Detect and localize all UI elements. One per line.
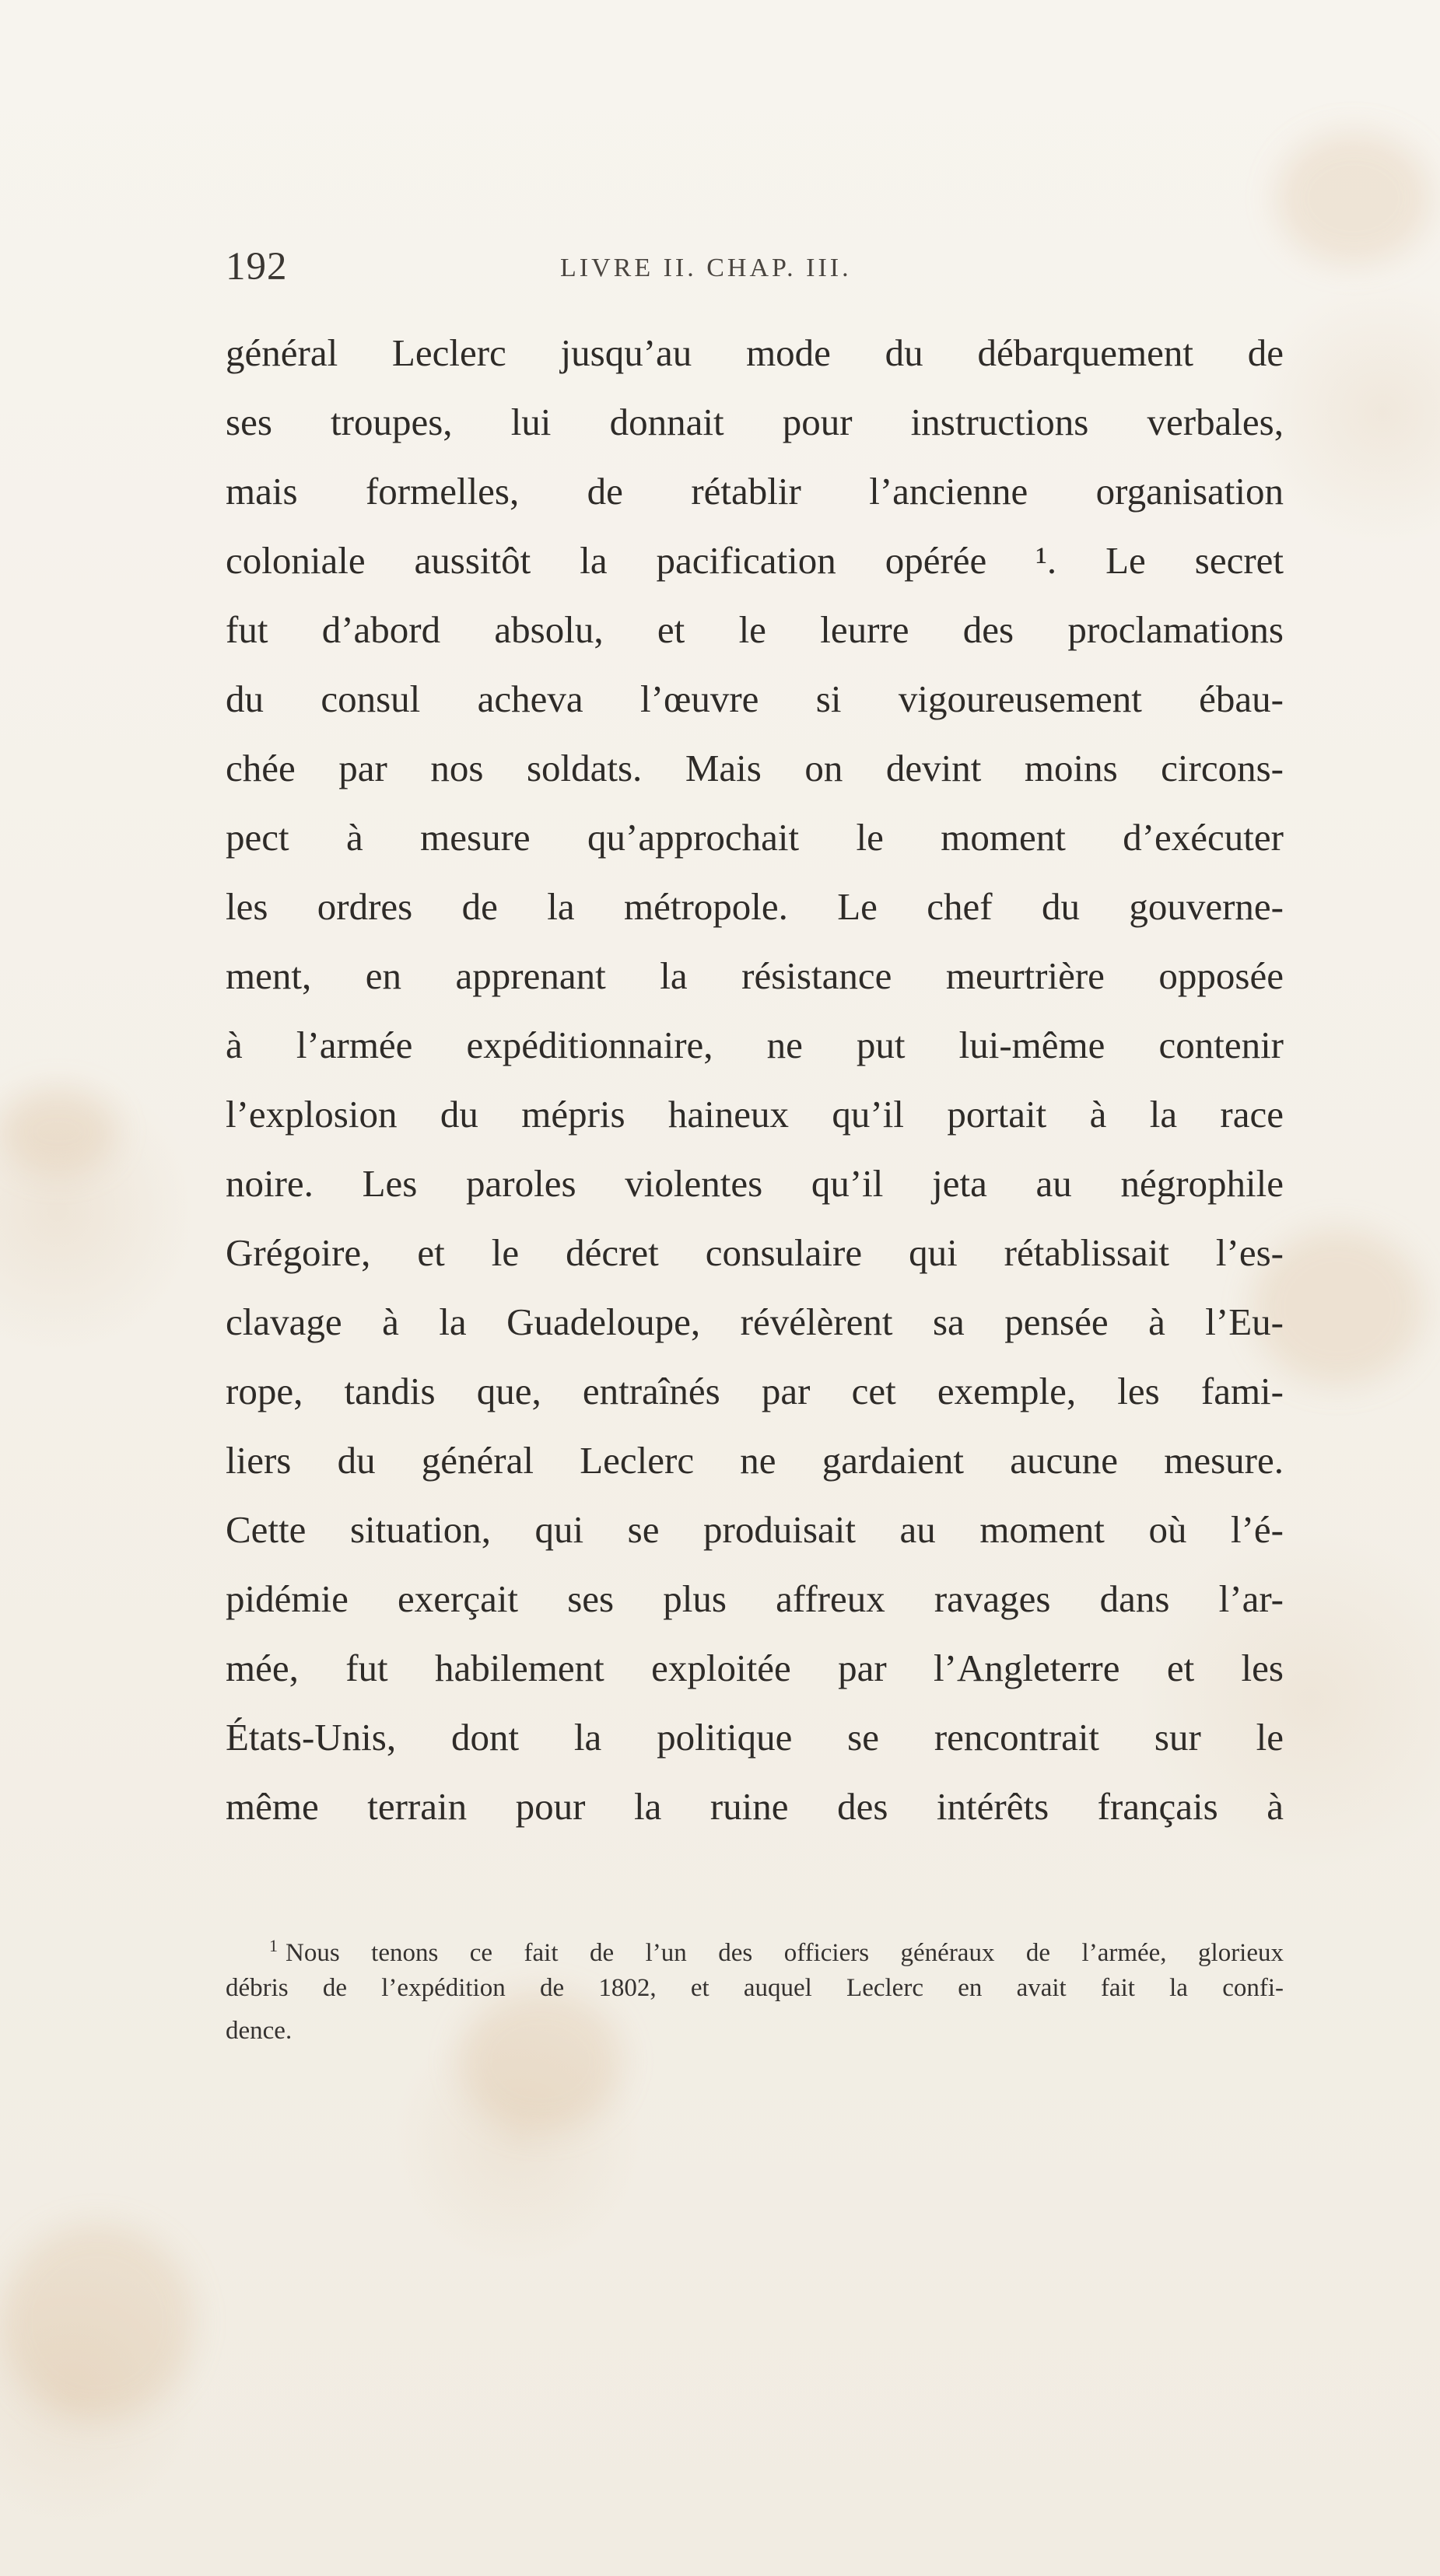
text-line: chée par nos soldats. Mais on devint moins circons-: [226, 747, 1284, 789]
text-line: mais formelles, de rétablir l’ancienne organisation: [226, 470, 1284, 513]
page-number: 192: [226, 245, 288, 289]
text-line: Cette situation, qui se produisait au moment où l’é-: [226, 1508, 1284, 1551]
footnote-line: dence.: [226, 2017, 293, 2045]
page-header: [226, 247, 1284, 294]
text-line: Grégoire, et le décret consulaire qui rétablissait l’es-: [226, 1231, 1284, 1274]
footnote: [226, 1924, 1284, 2053]
text-line: coloniale aussitôt la pacification opérée ¹. Le secret: [226, 539, 1284, 582]
text-line: clavage à la Guadeloupe, révélèrent sa pensée à l’Eu-: [226, 1300, 1284, 1343]
footnote-line: débris de l’expédition de 1802, et auquel Leclerc en avait fait la confi-: [226, 1974, 1284, 2002]
text-line: noire. Les paroles violentes qu’il jeta au négrophile: [226, 1162, 1284, 1205]
text-line: l’explosion du mépris haineux qu’il portait à la race: [226, 1093, 1284, 1136]
text-line: liers du général Leclerc ne gardaient aucune mesure.: [226, 1439, 1284, 1482]
footnote-line: [226, 1924, 1284, 1967]
paper-stain: [0, 2224, 194, 2419]
text-line: du consul acheva l’œuvre si vigoureusement ébau-: [226, 677, 1284, 720]
text-line: États-Unis, dont la politique se rencontrait sur le: [226, 1716, 1284, 1759]
body-text: [226, 318, 1284, 1841]
text-line: à l’armée expéditionnaire, ne put lui-même contenir: [226, 1024, 1284, 1066]
text-line: ment, en apprenant la résistance meurtrière opposée: [226, 954, 1284, 997]
text-line: pect à mesure qu’approchait le moment d’exécuter: [226, 816, 1284, 859]
footnote-text: Nous tenons ce fait de l’un des officiers généraux de l’armée, glorieux: [286, 1939, 1284, 1967]
text-line: rope, tandis que, entraînés par cet exemple, les fami-: [226, 1370, 1284, 1412]
text-line: mée, fut habilement exploitée par l’Angleterre et les: [226, 1647, 1284, 1689]
text-line: général Leclerc jusqu’au mode du débarquement de: [226, 331, 1284, 374]
text-line: les ordres de la métropole. Le chef du gouverne-: [226, 885, 1284, 928]
text-line: fut d’abord absolu, et le leurre des proclamations: [226, 608, 1284, 651]
running-head: LIVRE II. CHAP. III.: [560, 254, 852, 282]
text-line: pidémie exerçait ses plus affreux ravages dans l’ar-: [226, 1577, 1284, 1620]
paper-stain: [1276, 132, 1431, 264]
footnote-marker: 1: [269, 1936, 278, 1955]
paper-stain: [0, 1089, 117, 1174]
text-line: même terrain pour la ruine des intérêts français à: [226, 1785, 1284, 1828]
text-line: ses troupes, lui donnait pour instructions verbales,: [226, 401, 1284, 443]
